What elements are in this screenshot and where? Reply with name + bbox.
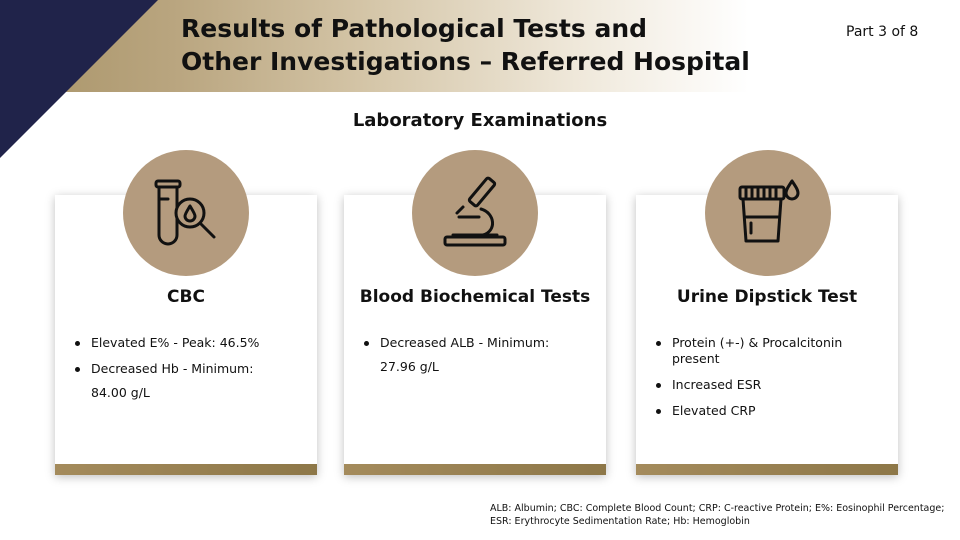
abbreviations-footnote (490, 502, 950, 528)
test-tube-magnifier-icon (146, 173, 226, 253)
icon-circle (705, 150, 831, 276)
card-bullet-list (75, 335, 303, 401)
card-bullet-list (656, 335, 884, 429)
card-title: CBC (167, 287, 205, 307)
list-item: Protein (+-) & Procalcitonin present (656, 335, 852, 367)
microscope-icon (435, 173, 515, 253)
card-bullet-list (364, 335, 592, 375)
icon-circle (123, 150, 249, 276)
list-item-continuation: 84.00 g/L (91, 385, 150, 400)
list-item: Decreased Hb - Minimum: (75, 361, 303, 377)
card-title: Urine Dipstick Test (676, 287, 858, 307)
footnote-line: ESR: Erythrocyte Sedimentation Rate; Hb: Hemoglobin (490, 516, 750, 527)
card-accent-bar (344, 464, 606, 475)
list-item: Elevated CRP (656, 403, 884, 419)
list-item: Increased ESR (656, 377, 884, 393)
card-accent-bar (636, 464, 898, 475)
card-accent-bar (55, 464, 317, 475)
list-item: Decreased ALB - Minimum: (364, 335, 592, 351)
part-indicator: Part 3 of 8 (846, 24, 919, 40)
card-title: Blood Biochemical Tests (359, 287, 591, 307)
slide-title (181, 12, 781, 78)
list-item-continuation: 27.96 g/L (380, 359, 439, 374)
slide-title-line1: Results of Pathological Tests and (181, 14, 648, 43)
urine-cup-icon (728, 173, 808, 253)
icon-circle (412, 150, 538, 276)
list-item: Elevated E% - Peak: 46.5% (75, 335, 303, 351)
footnote-line: ALB: Albumin; CBC: Complete Blood Count; CRP: C-reactive Protein; E%: Eosinophil Percentage; (490, 503, 945, 514)
corner-triangle-decoration (0, 0, 160, 160)
section-title: Laboratory Examinations (352, 110, 608, 131)
slide-title-line2: Other Investigations – Referred Hospital (181, 47, 750, 76)
